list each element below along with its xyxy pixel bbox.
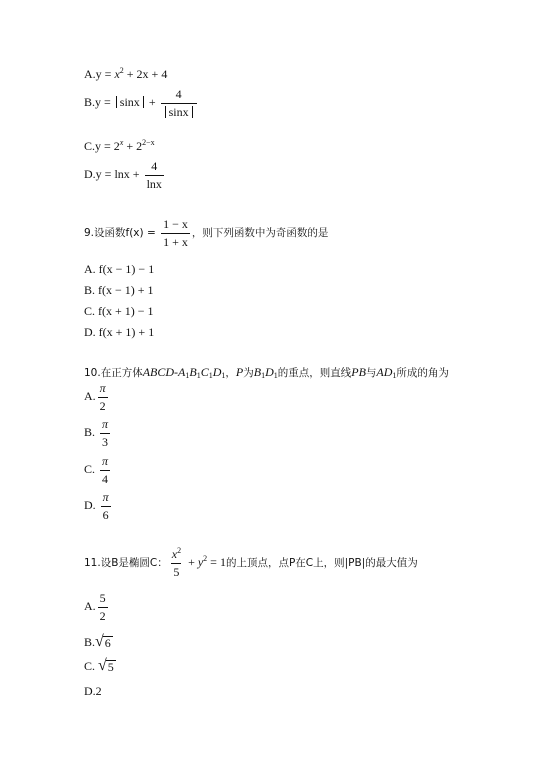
q9-option-c [84, 305, 154, 317]
q11-option-d [84, 685, 102, 697]
math-exp: 2 [177, 546, 182, 555]
abs-value: sinx [165, 106, 193, 119]
math-exp: 2 [203, 553, 208, 563]
question-text: ，则下列函数中为奇函数的是 [191, 226, 329, 239]
math-var: y [197, 554, 204, 569]
q10-stem [84, 366, 449, 379]
q9-option-b [84, 284, 154, 296]
math-sub: 1 [196, 371, 201, 380]
math-exp: 2−x [142, 138, 155, 147]
math-base: 2 [113, 139, 120, 153]
math-var: x [114, 67, 120, 81]
q11-stem [84, 548, 418, 578]
math-var: x [171, 547, 178, 561]
math-term: lnx + [114, 166, 143, 181]
option-label: A. [84, 262, 96, 276]
math-sub: 1 [221, 371, 226, 380]
q11-option-a [84, 592, 110, 622]
question-text: 的上顶点，点P在C上，则|PB|的最大值为 [225, 556, 418, 569]
q8-option-c [84, 140, 155, 152]
sqrt [98, 658, 116, 674]
radical-sign: √ [95, 633, 104, 650]
math-lhs: y = [95, 166, 115, 181]
fraction [161, 88, 197, 118]
math-sub: 1 [273, 371, 278, 380]
math-rest: + 2x + 4 [123, 67, 168, 81]
denominator: lnx [146, 176, 162, 191]
fraction [98, 382, 108, 412]
radical-sign: √ [98, 657, 107, 674]
q10-option-c [84, 455, 112, 485]
question-text: 10.在正方体 [84, 367, 143, 379]
math-lhs: y = [95, 139, 114, 153]
math-lhs: y = [95, 67, 115, 81]
option-label: D. [84, 497, 96, 512]
math-var: B [189, 365, 197, 379]
option-label: C. [84, 304, 96, 318]
denominator: 3 [102, 434, 109, 449]
question-text: 11.设B是椭圆C： [84, 556, 168, 569]
math-var: PB [351, 365, 366, 379]
numerator: 4 [151, 159, 158, 173]
denominator: 4 [102, 471, 109, 486]
option-label: C. [84, 139, 96, 153]
option-label: D. [84, 166, 96, 181]
numerator: π [102, 454, 109, 468]
q9-option-d [84, 326, 154, 338]
fraction [170, 548, 183, 578]
q11-option-c [84, 658, 116, 674]
math-op: + [145, 94, 159, 109]
denominator: 1 + x [163, 234, 188, 249]
sqrt [95, 634, 113, 650]
numerator: π [99, 381, 106, 395]
option-label: D. [84, 684, 96, 698]
abs-value [116, 96, 144, 108]
q9-option-a [84, 263, 154, 275]
question-text: ， [225, 367, 236, 379]
fraction [145, 160, 164, 190]
q8-option-d [84, 160, 166, 190]
q9-stem [84, 218, 328, 248]
option-label: A. [84, 388, 96, 403]
denominator [161, 103, 197, 119]
math-exp: x [119, 138, 124, 147]
option-label: A. [84, 67, 96, 81]
fraction [98, 592, 108, 622]
option-text: 2 [95, 684, 102, 698]
math-op: + [123, 139, 137, 153]
math-exp: 2 [119, 66, 124, 75]
radicand: 6 [104, 635, 111, 650]
numerator: 4 [175, 87, 182, 101]
math-var: D [212, 365, 222, 379]
denominator: 5 [173, 564, 180, 579]
math-var: D [265, 365, 274, 379]
question-text: 的重点，则直线 [277, 367, 352, 379]
numerator: π [102, 417, 109, 431]
math-var: B [253, 365, 262, 379]
math-var: AD [376, 365, 393, 379]
option-text: f(x + 1) − 1 [98, 304, 154, 318]
denominator: 2 [99, 608, 106, 623]
math-base: 2 [136, 139, 143, 153]
math-sub: 1 [208, 371, 213, 380]
numerator: 1 − x [163, 217, 188, 231]
math-term: sinx [119, 94, 140, 109]
option-text: f(x + 1) + 1 [98, 325, 155, 339]
math-var: P [235, 365, 244, 379]
math-sub: 1 [392, 371, 397, 380]
option-label: B. [84, 424, 96, 439]
denominator: 6 [102, 507, 109, 522]
question-text: 9.设函数f(x) = [84, 226, 160, 239]
numerator [170, 548, 183, 563]
question-text: 所成的角为 [396, 367, 449, 379]
math-var: ABCD-A [142, 365, 186, 379]
math-var: C [200, 365, 209, 379]
q8-option-a [84, 68, 167, 80]
question-text: 与 [365, 367, 377, 379]
fraction [101, 491, 111, 521]
q11-option-b [84, 634, 113, 650]
math-lhs: y = [95, 94, 114, 109]
option-label: B. [84, 94, 96, 109]
option-label: C. [84, 659, 99, 673]
option-text: f(x − 1) + 1 [98, 283, 154, 297]
option-label: C. [84, 461, 96, 476]
math-sub: 1 [185, 371, 190, 380]
q8-option-b [84, 88, 199, 118]
math-sub: 1 [261, 371, 266, 380]
math-op: = 1 [207, 554, 226, 569]
q10-option-d [84, 491, 113, 521]
denominator: 2 [99, 398, 106, 413]
option-label: B. [84, 283, 96, 297]
math-op: + [185, 554, 198, 569]
option-text: f(x − 1) − 1 [98, 262, 155, 276]
numerator: π [102, 490, 109, 504]
fraction [100, 455, 110, 485]
option-label: B. [84, 635, 96, 649]
q10-option-b [84, 418, 112, 448]
fraction [161, 218, 190, 248]
question-text: 为 [243, 367, 254, 379]
q10-option-a [84, 382, 110, 412]
radicand: 5 [107, 659, 114, 674]
option-label: D. [84, 325, 96, 339]
numerator: 5 [99, 591, 106, 605]
option-label: A. [84, 598, 96, 613]
fraction [100, 418, 110, 448]
